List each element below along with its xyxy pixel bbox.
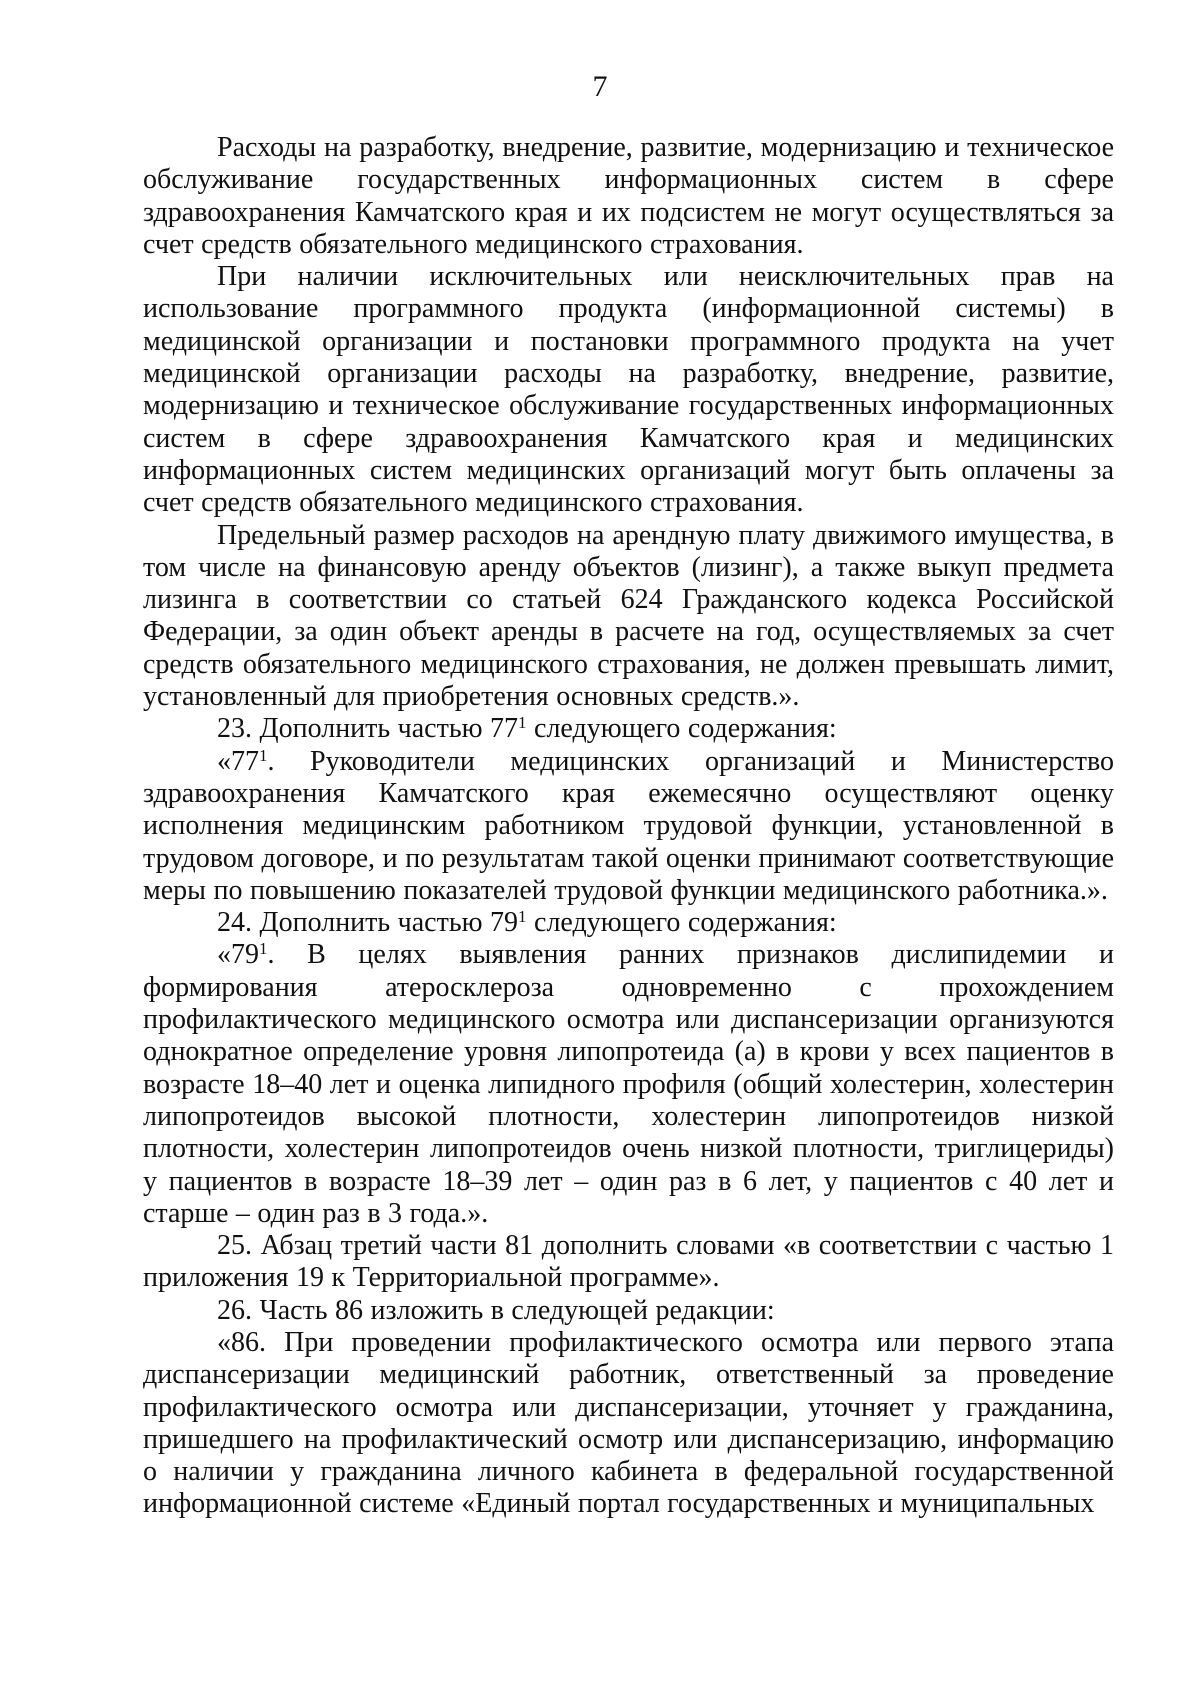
- document-body: [143, 132, 1114, 1521]
- page-number: 7: [592, 70, 608, 103]
- paragraph-part-77-1: [143, 746, 1114, 907]
- item-24-text-before: 24. Дополнить частью 79: [217, 907, 519, 939]
- part-79-1-text-before: «79: [217, 939, 259, 971]
- part-77-1-text-after: . Руководители медицинских организаций и Министерство здравоохранения Камчатского края ежемесячно осуществляют оценку исполнения медицинским работником трудовой функции, установленной в трудовом договоре, и по результатам такой оценки принимают соответствующие меры по повышению показателей трудовой функции медицинского работника.».: [143, 745, 1114, 906]
- paragraph-software-rights: При наличии исключительных или неисключительных прав на использование программного продукта (информационной системы) в медицинской организации и постановки программного продукта на учет медицинской организации расходы на разработку, внедрение, развитие, модернизацию и техническое обслуживание государственных информационных систем в сфере здравоохранения Камчатского края и медицинских информационных систем медицинских организаций могут быть оплачены за счет средств обязательного медицинского страхования.: [143, 261, 1114, 519]
- item-23-text-after: следующего содержания:: [526, 713, 837, 745]
- paragraph-item-26: 26. Часть 86 изложить в следующей редакции:: [217, 1294, 775, 1326]
- item-24-text-after: следующего содержания:: [526, 907, 837, 939]
- paragraph-lease-limit: Предельный размер расходов на арендную плату движимого имущества, в том числе на финансовую аренду объектов (лизинг), а также выкуп предмета лизинга в соответствии со статьей 624 Гражданского кодекса Российской Федерации, за один объект аренды в расчете на год, осуществляемых за счет средств обязательного медицинского страхования, не должен превышать лимит, установленный для приобретения основных средств.».: [143, 519, 1114, 713]
- paragraph-part-79-1: [143, 939, 1114, 1230]
- paragraph-item-23: [143, 713, 1114, 745]
- part-79-1-text-after: . В целях выявления ранних признаков дислипидемии и формирования атеросклероза одновременно с прохождением профилактического медицинского осмотра или диспансеризации организуются однократное определение уровня липопротеида (а) в крови у всех пациентов в возрасте 18–40 лет и оценка липидного профиля (общий холестерин, холестерин липопротеидов высокой плотности, холестерин липопротеидов низкой плотности, холестерин липопротеидов очень низкой плотности, триглицериды) у пациентов в возрасте 18–39 лет – один раз в 6 лет, у пациентов с 40 лет и старше – один раз в 3 года.».: [143, 939, 1114, 1229]
- paragraph-part-86: «86. При проведении профилактического осмотра или первого этапа диспансеризации медицинский работник, ответственный за проведение профилактического осмотра или диспансеризации, уточняет у гражданина, пришедшего на профилактический осмотр или диспансеризацию, информацию о наличии у гражданина личного кабинета в федеральной государственной информационной системе «Единый портал государственных и муниципальных: [143, 1326, 1114, 1520]
- paragraph-item-24: [143, 907, 1114, 939]
- item-23-superscript: 1: [518, 713, 527, 733]
- paragraph-it-expenses: Расходы на разработку, внедрение, развитие, модернизацию и техническое обслуживание государственных информационных систем в сфере здравоохранения Камчатского края и их подсистем не могут осуществляться за счет средств обязательного медицинского страхования.: [143, 132, 1114, 260]
- item-23-text-before: 23. Дополнить частью 77: [217, 713, 519, 745]
- part-77-1-superscript: 1: [259, 745, 268, 765]
- part-79-1-superscript: 1: [259, 939, 268, 959]
- paragraph-item-25: 25. Абзац третий части 81 дополнить словами «в соответствии с частью 1 приложения 19 к Территориальной программе».: [143, 1230, 1114, 1294]
- part-77-1-text-before: «77: [217, 745, 259, 777]
- item-24-superscript: 1: [518, 907, 527, 927]
